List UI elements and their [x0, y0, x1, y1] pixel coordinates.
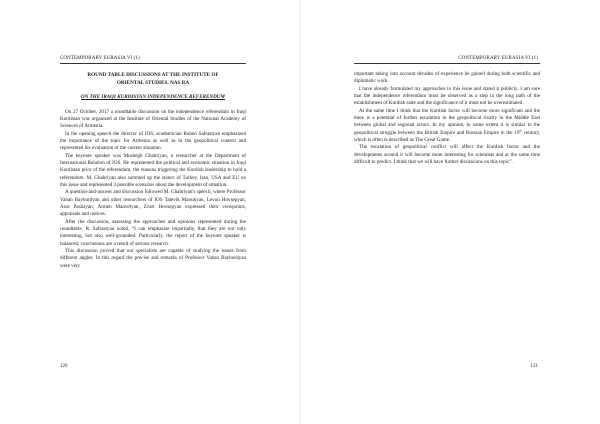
header-rule-right — [354, 63, 540, 64]
running-head-left: CONTEMPORARY EURASIA VI (1) — [60, 56, 140, 61]
paragraph: The keynote speaker was Mushegh Ghahriyan, a researcher at the Department of International Relation of IOS. He represented the political and economic situation in Iraqi Kurdistan prior of the referendum, the reasons triggering the Kurdish leadership to hold a referendum. M. Ghahriyan also summed up the stance of Turkey, Iran, USA and EU on this issue and represented 3 possible scenarios about the development of situation. — [60, 152, 246, 189]
paragraph: I have already formulated my approaches to this issue and stated it publicly. I am sure that the independence referendum must be observed as a step in the long path of the establishment of Kurdish state and the significance of it must not be overestimated. — [354, 85, 540, 107]
article-title: ROUND TABLE DISCUSSIONS AT THE INSTITUTE OF ORIENTAL STUDIES, NAS RA — [87, 72, 219, 87]
paragraph — [354, 108, 540, 145]
paragraph: On 27 October, 2017 a roundtable discussion on the independence referendum in Iraqi Kurdistan was organized at the Institute of Oriental Studies of the National Academy of Sciences of Armenia. — [60, 108, 246, 130]
ordinal-suffix: th — [519, 128, 523, 133]
page-number-right: 121 — [530, 364, 538, 369]
right-page — [300, 0, 600, 424]
paragraph: This discussion proved that our specialists are capable of studying the issues from different angles. In this regard the precise and remarks of Professor Vahan Bayburdyan were very — [60, 248, 246, 269]
paragraph-text: century, which is often is described as The Great Game. — [354, 129, 540, 144]
paragraph: After the discussion, assessing the approaches and opinions represented during the roundtable, R. Safrastyan noted, “I can emphasize impartially, that they are not only interesting, but also well-grounded. Particularly, the report of the keynote speaker is balanced, conclusions are a result of serious research. — [60, 218, 246, 247]
header-rule-left — [60, 63, 246, 64]
paragraph: In the opening speech the director of IOS, academician Ruben Safrastyan emphasized the importance of the topic for Armenia as well as in the geopolitical context and represented his evaluation of the current situation. — [60, 130, 246, 152]
paragraph: The escalation of geopolitical conflict will affect the Kurdish factor and the developments around it will become more interesting for scientists and at the same time difficult to predict. I think that we will have further discussions on this topic”. — [354, 144, 540, 166]
left-text-column — [60, 71, 246, 270]
paragraph-text: At the same time I think that the Kurdish factor will become more significant and the there is a potential of further escalation in the geopolitical rivalry in the Middle East between global and regional actors. In my opinion, to some extent it is similar to the geopolitical struggle between the British Empire and Russian Empire in the 19 — [354, 107, 540, 136]
running-head-right: CONTEMPORARY EURASIA VI (1) — [458, 56, 538, 61]
paragraph: important taking into account decades of experience he gained during both scientific and diplomatic work. — [354, 71, 540, 85]
page-number-left: 120 — [60, 364, 68, 369]
right-text-column — [354, 71, 540, 166]
article-subtitle: ON THE IRAQI KURDISTAN INDEPENDENCE REFERENDUM — [81, 93, 225, 100]
paragraph: A question-and-answer and discussion followed M. Ghahriyan's speech, where Professor Vahan Bayburdyan and other researchers of IOS Tatevik Manukyan, Levon Hovsepyan, Aras Pashayan, Armen Manvelyan, Zvart Hovsepyan expressed their viewpoints, appraisals and notices. — [60, 189, 246, 218]
